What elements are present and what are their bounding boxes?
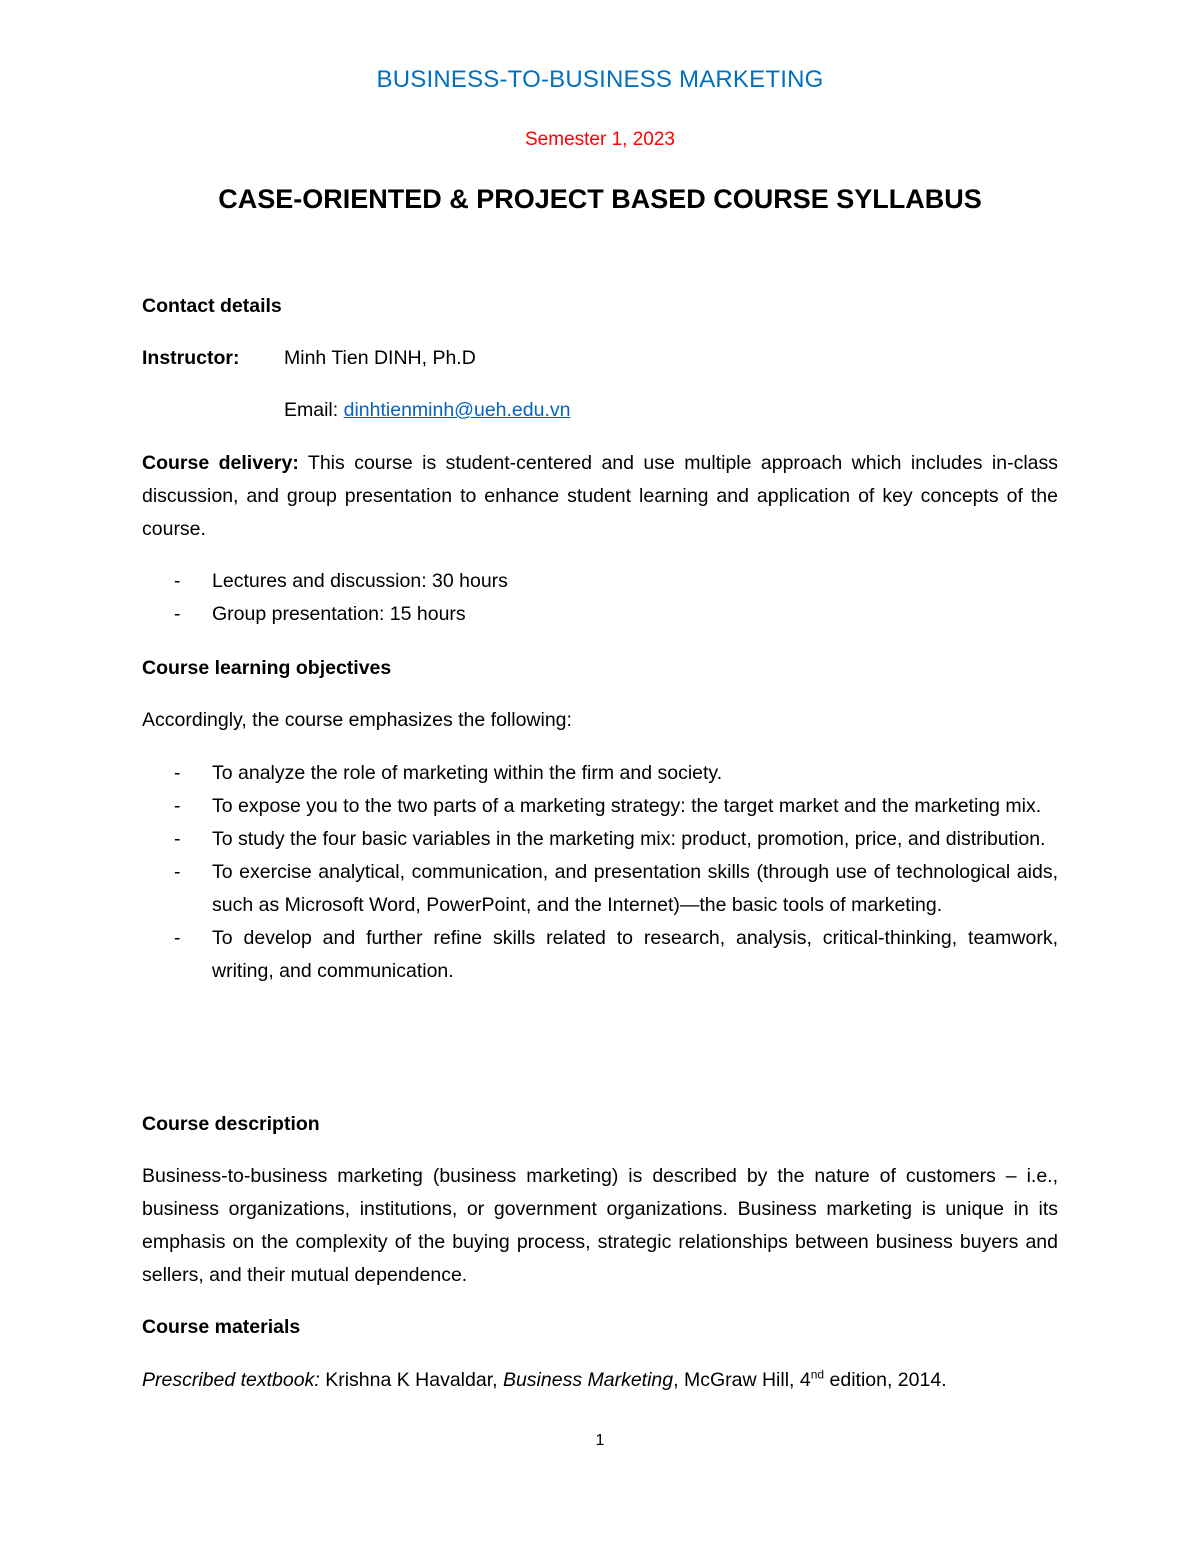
- bullet-dash: -: [174, 861, 181, 883]
- objectives-intro: Accordingly, the course emphasizes the following:: [142, 709, 572, 731]
- description-paragraph: Business-to-business marketing (business marketing) is described by the nature of customers – i.e., business organizations, institutions, or government organizations. Business marketing is unique in its emphasis on the complexity of the buying process, strategic relationships between business buyers and sellers, and their mutual dependence.: [142, 1165, 1058, 1286]
- list-item-text: Lectures and discussion: 30 hours: [212, 570, 508, 592]
- materials-heading: Course materials: [142, 1316, 301, 1338]
- instructor-email-link[interactable]: dinhtienminh@ueh.edu.vn: [343, 399, 571, 421]
- list-item: [142, 856, 1058, 922]
- bullet-dash: -: [174, 570, 181, 592]
- list-item: [142, 757, 1058, 790]
- objectives-heading: Course learning objectives: [142, 657, 392, 679]
- instructor-label: Instructor:: [142, 347, 240, 369]
- textbook-edition-superscript: nd: [810, 1367, 825, 1382]
- textbook-author: Krishna K Havaldar,: [325, 1369, 498, 1391]
- bullet-dash: -: [174, 927, 181, 949]
- list-item-text: To study the four basic variables in the marketing mix: product, promotion, price, and distribution.: [212, 828, 1046, 850]
- list-item: [142, 790, 1058, 823]
- list-item-text: Group presentation: 15 hours: [212, 603, 466, 625]
- syllabus-subtitle: CASE-ORIENTED & PROJECT BASED COURSE SYLLABUS: [218, 184, 982, 214]
- list-item-text: To exercise analytical, communication, and presentation skills (through use of technological aids, such as Microsoft Word, PowerPoint, and the Internet)—the basic tools of marketing.: [212, 861, 1058, 916]
- instructor-row: [142, 342, 240, 375]
- objectives-list: [142, 757, 1058, 988]
- list-item-text: To expose you to the two parts of a marketing strategy: the target market and the marketing mix.: [212, 795, 1042, 817]
- email-row: [284, 394, 570, 427]
- contact-heading: Contact details: [142, 295, 282, 317]
- textbook-line: [142, 1364, 947, 1397]
- course-delivery-label: Course delivery:: [142, 452, 299, 474]
- bullet-dash: -: [174, 828, 181, 850]
- list-item-text: To develop and further refine skills related to research, analysis, critical-thinking, teamwork, writing, and communication.: [212, 927, 1058, 982]
- textbook-publisher: , McGraw Hill, 4: [673, 1369, 811, 1391]
- instructor-name: Minh Tien DINH, Ph.D: [284, 347, 476, 369]
- course-delivery-text: This course is student-centered and use multiple approach which includes in-class discussion, and group presentation to enhance student learning and application of key concepts of the course.: [142, 452, 1059, 540]
- bullet-dash: -: [174, 603, 181, 625]
- list-item: [142, 823, 1058, 856]
- textbook-title: Business Marketing: [502, 1369, 674, 1391]
- bullet-dash: -: [174, 762, 181, 784]
- description-heading: Course description: [142, 1113, 320, 1135]
- semester-label: Semester 1, 2023: [525, 129, 675, 150]
- textbook-edition: edition, 2014.: [824, 1369, 947, 1391]
- delivery-hours-list: [142, 565, 1058, 631]
- list-item-text: To analyze the role of marketing within the firm and society.: [212, 762, 723, 784]
- document-title: BUSINESS-TO-BUSINESS MARKETING: [376, 66, 824, 93]
- list-item: [142, 598, 1058, 631]
- list-item: [142, 565, 1058, 598]
- bullet-dash: -: [174, 795, 181, 817]
- page-number: 1: [595, 1432, 605, 1449]
- course-delivery-paragraph: [142, 447, 1058, 546]
- textbook-label: Prescribed textbook:: [142, 1369, 320, 1391]
- email-label: Email:: [284, 399, 339, 421]
- list-item: [142, 922, 1058, 988]
